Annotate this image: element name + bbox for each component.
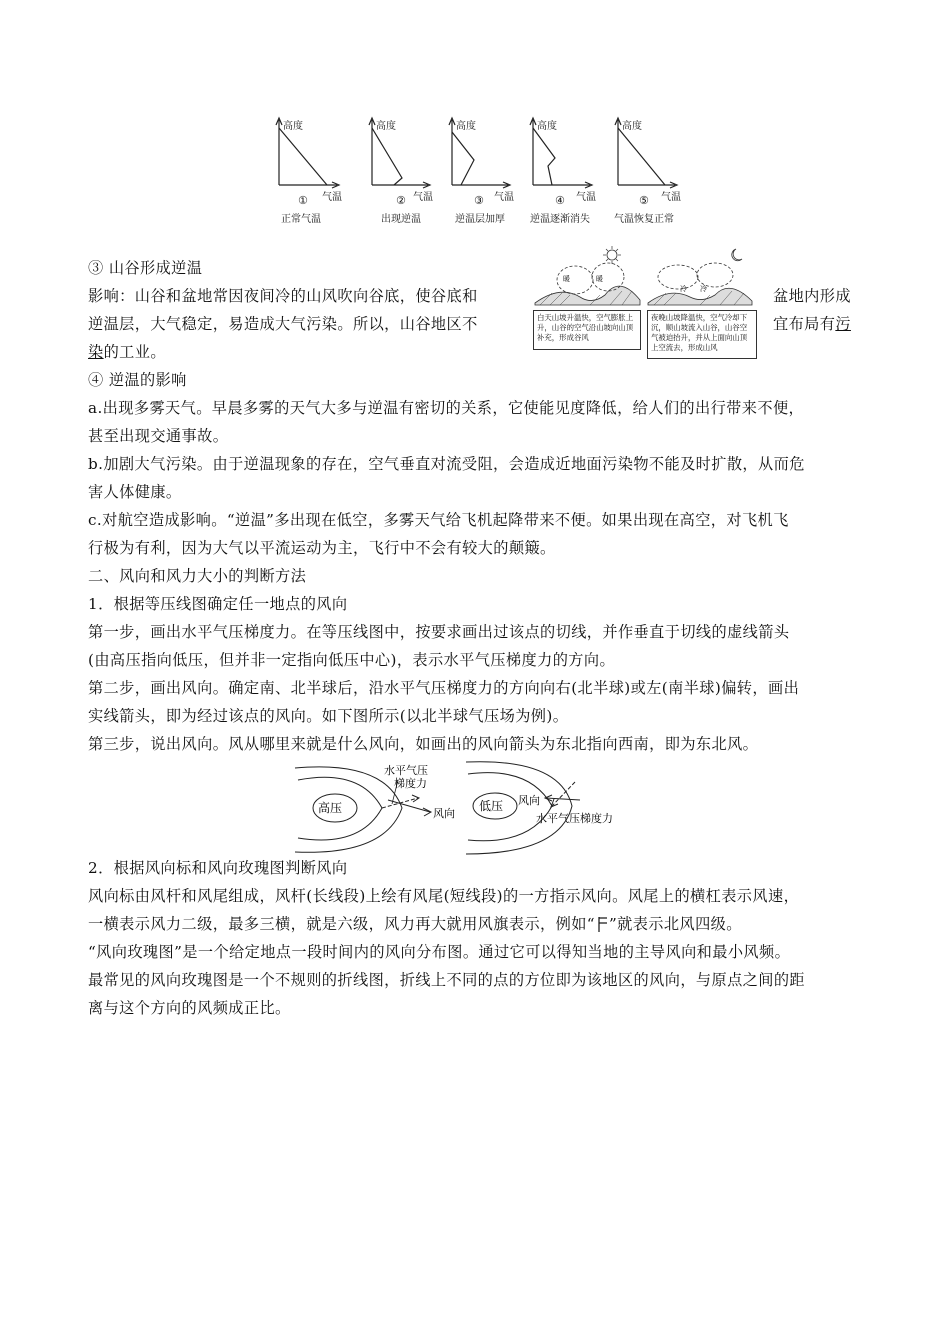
y-axis-label: 高度 [622,121,642,132]
svg-text:暖: 暖 [563,275,570,283]
effect-c-line1: c.对航空造成影响。“逆温”多出现在低空，多雾天气给飞机起降带来不便。如果出现在高空，对飞机飞 [88,511,789,529]
night-mountain-diagram [648,249,752,305]
valley-text-line3: 染的工业。 [88,343,166,361]
step1-line1: 第一步，画出水平气压梯度力。在等压线图中，按要求画出过该点的切线，并作垂直于切线的虚线箭头 [88,623,790,641]
pgf-label-low: 水平气压梯度力 [536,812,613,825]
step2-line1: 第二步，画出风向。确定南、北半球后，沿水平气压梯度力的方向向右(北半球)或左(南半球)偏转，画出 [88,679,800,697]
day-valley-diagram [535,246,640,305]
panel-caption: 气温恢复正常 [614,214,674,225]
step2-line2: 实线箭头，即为经过该点的风向。如下图所示(以北半球气压场为例)。 [88,707,569,725]
y-axis-label: 高度 [456,121,476,132]
svg-text:冷: 冷 [680,285,687,293]
panel-number: ② [396,194,406,207]
high-pressure-label: 高压 [318,801,343,815]
effect-b-line1: b.加剧大气污染。由于逆温现象的存在，空气垂直对流受阻，会造成近地面污染物不能及时扩散，从而危 [88,455,805,473]
night-caption-box: 夜晚山坡降温快，空气冷却下沉，顺山坡流入山谷，山谷空气被迫抬升，并从上面向山顶上空流去，形成山风 [647,310,757,359]
valley-text-line2-right: 宜布局有污 [773,315,851,333]
day-caption-box: 白天山坡升温快，空气膨胀上升，山谷的空气沿山坡向山顶补充，形成谷风 [533,310,641,350]
panel-caption: 逆温逐渐消失 [530,214,590,225]
effects-heading: ④ 逆温的影响 [88,371,187,389]
valley-text-line2-left: 逆温层，大气稳定，易造成大气污染。所以，山谷地区不 [88,315,478,333]
x-axis-label: 气温 [322,192,342,203]
svg-text:暖: 暖 [596,275,603,283]
moon-icon [732,249,742,261]
effect-b-line2: 害人体健康。 [88,483,182,501]
panel-caption: 出现逆温 [381,214,421,225]
low-pressure-label: 低压 [479,799,504,813]
x-axis-label: 气温 [413,192,433,203]
vane-para-line1: 风向标由风杆和风尾组成，风杆(长线段)上绘有风尾(短线段)的一方指示风向。风尾上的横杠表示风速， [88,887,800,905]
rose-para-line3: 离与这个方向的风频成正比。 [88,999,291,1017]
wind-label-high: 风向 [433,807,455,820]
y-axis-label: 高度 [283,121,303,132]
effect-a-line2: 甚至出现交通事故。 [88,427,229,445]
valley-text-line1-right: 盆地内形成 [773,287,851,305]
rose-para-line2: 最常见的风向玫瑰图是一个不规则的折线图，折线上不同的点的方位即为该地区的风向，与原点之间的距 [88,971,806,989]
pgf-label-line1: 水平气压 [384,764,428,777]
subsection1-title: 1．根据等压线图确定任一地点的风向 [88,595,348,613]
wind-barb-icon [596,915,608,933]
valley-heading: ③ 山谷形成逆温 [88,259,203,277]
svg-text:冷: 冷 [700,285,707,293]
rose-para-line1: “风向玫瑰图”是一个给定地点一段时间内的风向分布图。通过它可以得知当地的主导风向和最小风频。 [88,943,791,961]
x-axis-label: 气温 [494,192,514,203]
vane-para-line2: 一横表示风力二级，最多三横，就是六级，风力再大就用风旗表示，例如“ ”就表示北风四级。 [88,915,742,933]
wind-arrow-low [545,795,580,801]
panel-number: ⑤ [639,194,649,207]
y-axis-label: 高度 [537,121,557,132]
pgf-arrow-high [382,795,419,808]
panel-number: ③ [474,194,484,207]
step1-line2: (由高压指向低压，但并非一定指向低压中心)，表示水平气压梯度力的方向。 [88,651,616,669]
panel-caption: 逆温层加厚 [455,214,505,225]
pgf-label-line2: 梯度力 [394,777,427,790]
panel-number: ① [298,194,308,207]
x-axis-label: 气温 [661,192,681,203]
step3-line: 第三步，说出风向。风从哪里来就是什么风向，如画出的风向箭头为东北指向西南，即为东北风。 [88,735,759,753]
effect-a-line1: a.出现多雾天气。早晨多雾的天气大多与逆温有密切的关系，它使能见度降低，给人们的出行带来不便， [88,399,805,417]
wind-label-low: 风向 [518,794,540,807]
effect-c-line2: 行极为有利，因为大气以平流运动为主，飞行中不会有较大的颠簸。 [88,539,556,557]
sun-icon [603,246,621,264]
y-axis-label: 高度 [376,121,396,132]
panel-number: ④ [555,194,565,207]
subsection2-title: 2．根据风向标和风向玫瑰图判断风向 [88,859,348,877]
panel-caption: 正常气温 [281,214,321,225]
section2-title: 二、风向和风力大小的判断方法 [88,567,307,585]
isobar-wind-figure [290,760,650,855]
valley-text-line1-left: 影响：山谷和盆地常因夜间冷的山风吹向谷底，使谷底和 [88,287,478,305]
x-axis-label: 气温 [576,192,596,203]
